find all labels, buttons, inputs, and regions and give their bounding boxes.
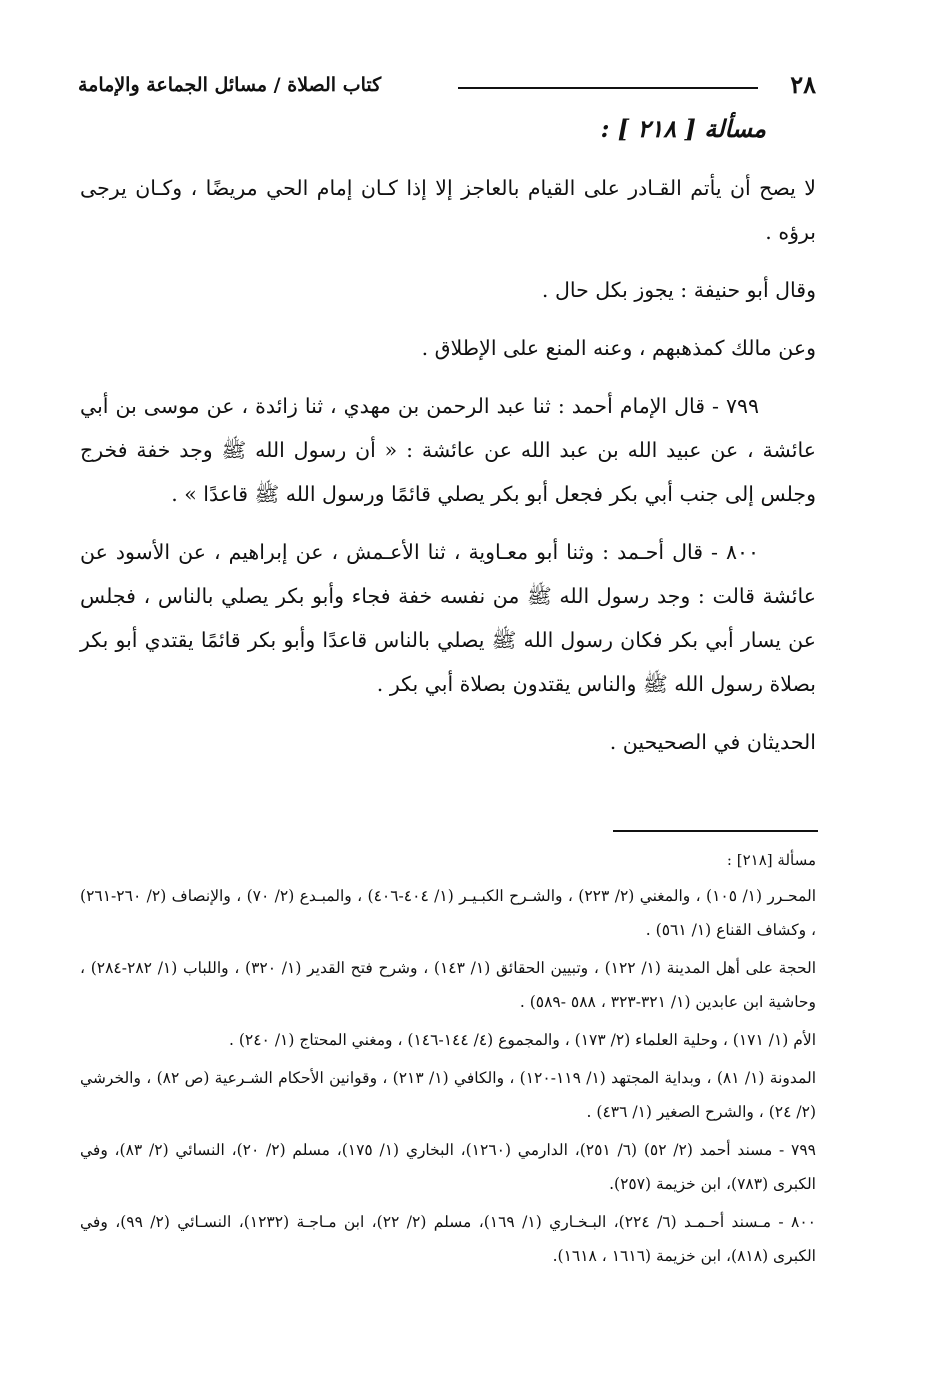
running-title: كتاب الصلاة / مسائل الجماعة والإمامة — [78, 74, 382, 96]
footnote-hanafi-sources: الحجة على أهل المدينة (١/ ١٢٢) ، وتبيين الحقائق (١/ ١٤٣) ، وشرح فتح القدير (١/ ٣٢٠) ، واللباب (١/ ٢٨٢-٢٨٤) ، وحاشية ابن عابدين (١/ ٣٢١-٣٢٣ ، ٥٨٨ -٥٨٩) . — [80, 959, 817, 1011]
footnote-separator — [613, 830, 818, 832]
paragraph-conclusion: الحديثان في الصحيحين . — [609, 730, 816, 754]
paragraph-hadith-799: ٧٩٩ - قال الإمام أحمد : ثنا عبد الرحمن بن مهدي ، ثنا زائدة ، عن موسى بن أبي عائشة ، عن عبيد الله بن عبد الله عن عائشة : « أن رسول الله ﷺ وجد خفة فخرج وجلس إلى جنب أبي بكر فجعل أبو بكر يصلي قائمًا ورسول الله ﷺ قاعدًا » . — [80, 394, 816, 506]
footnote-shafii-sources: الأم (١/ ١٧١) ، وحلية العلماء (٢/ ١٧٣) ، والمجموع (٤/ ١٤٤-١٤٦) ، ومغني المحتاج (١/ ٢٤٠) . — [229, 1031, 816, 1049]
footnotes — [80, 847, 816, 1277]
footnote-takhrij-800: ٨٠٠ - مـسند أحـمـد (٦/ ٢٢٤)، البـخـاري (١/ ١٦٩)، مسلم (٢/ ٢٢)، ابن مـاجـة (١٢٣٢)، النسـائي (٢/ ٩٩)، وفي الكبرى (٨١٨)، ابن خزيمة (١٦١٦ ، ١٦١٨). — [80, 1213, 816, 1265]
paragraph-ruling: لا يصح أن يأتم القـادر على القيام بالعاجز إلا إذا كـان إمام الحي مريضًا ، وكـان يرجى برؤه . — [80, 176, 816, 244]
paragraph-hadith-800: ٨٠٠ - قال أحـمد : وثنا أبو معـاوية ، ثنا الأعـمش ، عن إبراهيم ، عن الأسود عن عائشة قالت : وجد رسول الله ﷺ من نفسه خفة فجاء وأبو بكر يصلي بالناس ، فجلس عن يسار أبي بكر فكان رسول الله ﷺ يصلي بالناس قاعدًا وأبو بكر قائمًا يقتدي أبو بكر بصلاة رسول الله ﷺ والناس يقتدون بصلاة أبي بكر . — [80, 540, 816, 696]
footnote-heading: مسألة [٢١٨] : — [726, 851, 816, 869]
paragraph-maliki: وعن مالك كمذهبهم ، وعنه المنع على الإطلاق . — [421, 336, 816, 360]
footnote-maliki-sources: المدونة (١/ ٨١) ، وبداية المجتهد (١/ ١١٩-١٢٠) ، والكافي (١/ ٢١٣) ، وقوانين الأحكام الشـرعية (ص ٨٢) ، والخرشي (٢/ ٢٤) ، والشرح الصغير (١/ ٤٣٦) . — [80, 1069, 817, 1121]
header-rule — [458, 87, 758, 89]
footnote-takhrij-799: ٧٩٩ - مسند أحمد (٢/ ٥٢) (٦/ ٢٥١)، الدارمي (١٢٦٠)، البخاري (١/ ١٧٥)، مسلم (٢/ ٢٠)، النسائي (٢/ ٨٣)، وفي الكبرى (٧٨٣)، ابن خزيمة (٢٥٧). — [80, 1141, 816, 1193]
page-number: ٢٨ — [790, 70, 816, 99]
issue-heading: مسألة [ ٢١٨ ] : — [600, 114, 766, 143]
main-text — [80, 166, 816, 778]
page-header — [78, 70, 816, 104]
footnote-hanbali-sources: المحـرر (١/ ١٠٥) ، والمغني (٢/ ٢٢٣) ، والشـرح الكبـيـر (١/ ٤٠٤-٤٠٦) ، والمبـدع (٢/ ٧٠) ، والإنصاف (٢/ ٢٦٠-٢٦١) ، وكشاف القناع (١/ ٥٦١) . — [80, 887, 817, 939]
paragraph-hanafi: وقال أبو حنيفة : يجوز بكل حال . — [541, 278, 816, 302]
